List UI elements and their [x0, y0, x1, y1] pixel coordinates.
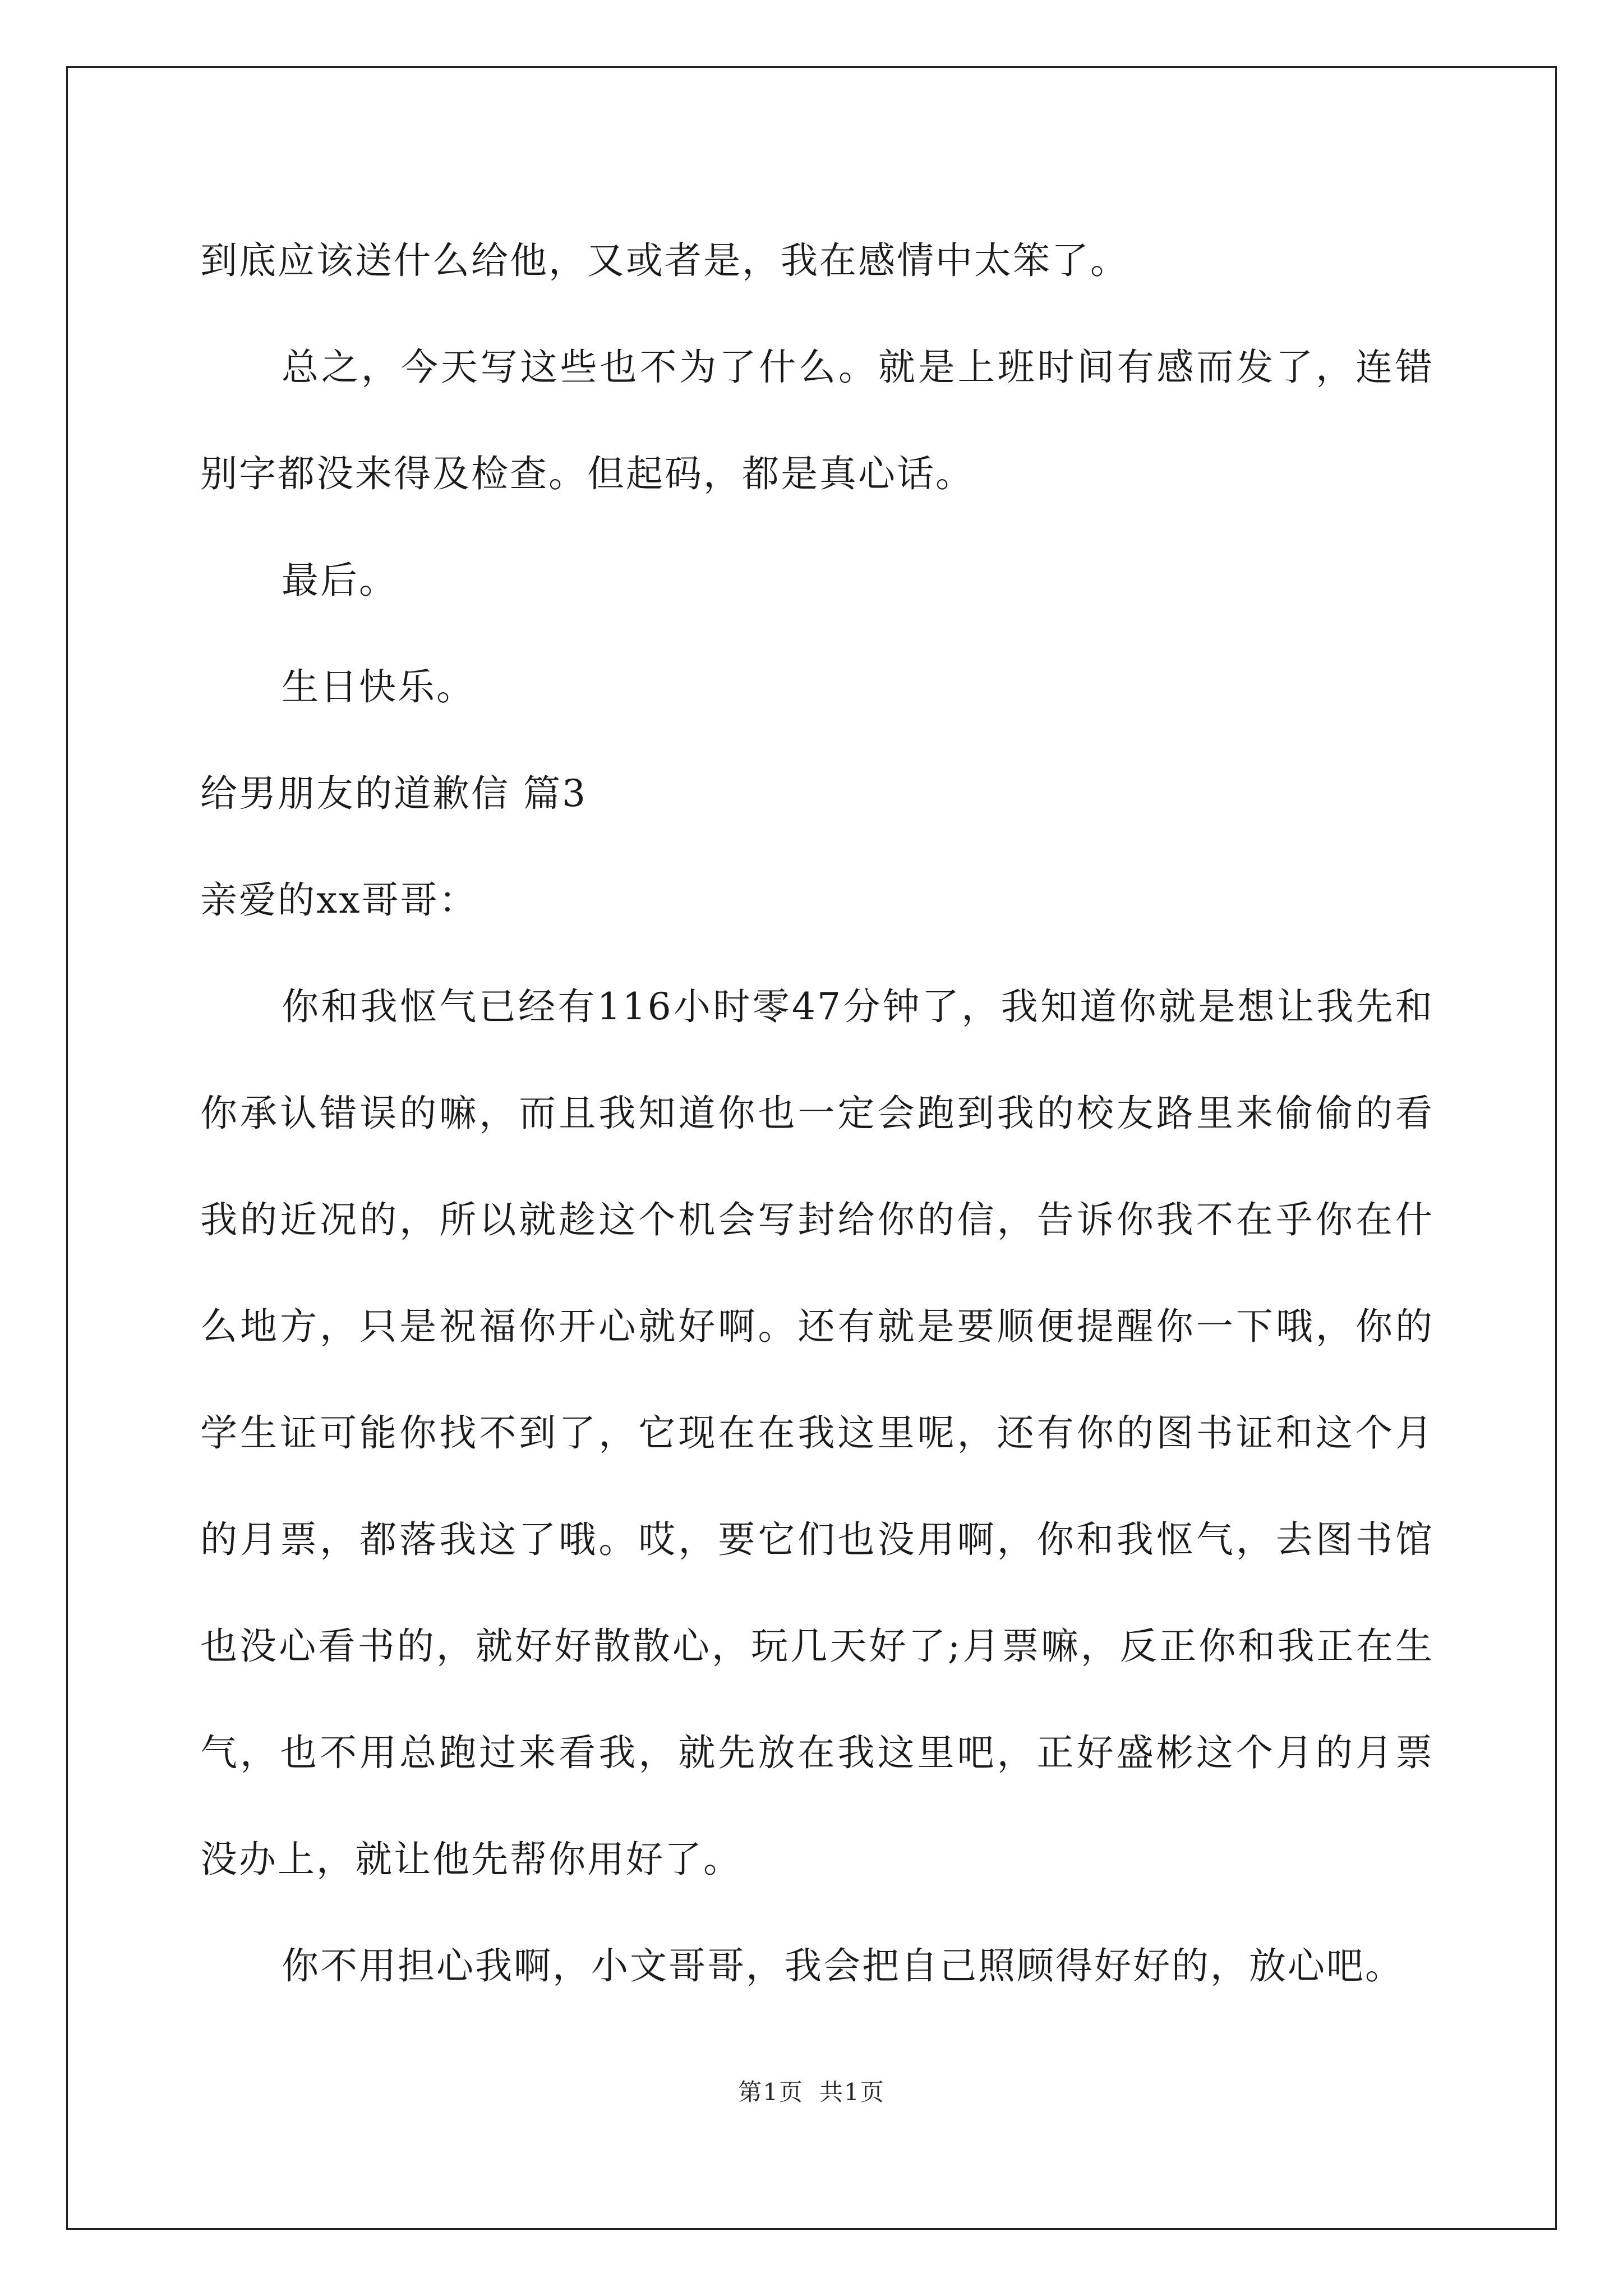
- paragraph: 你和我怄气已经有116小时零47分钟了，我知道你就是想让我先和你承认错误的嘛，而且我知道你也一定会跑到我的校友路里来偷偷的看我的近况的，所以就趁这个机会写封给你的信，告诉你我不在乎你在什么地方，只是祝福你开心就好啊。还有就是要顺便提醒你一下哦，你的学生证可能你找不到了，它现在在我这里呢，还有你的图书证和这个月的月票，都落我这了哦。哎，要它们也没用啊，你和我怄气，去图书馆也没心看书的，就好好散散心，玩几天好了;月票嘛，反正你和我正在生气，也不用总跑过来看我，就先放在我这里吧，正好盛彬这个月的月票没办上，就让他先帮你用好了。: [200, 985, 1434, 1881]
- paragraph: 生日快乐。: [282, 665, 475, 708]
- page-total: 共1页: [819, 2078, 885, 2106]
- paragraph: 总之，今天写这些也不为了什么。就是上班时间有感而发了，连错别字都没来得及检查。但起码，都是真心话。: [200, 346, 1434, 495]
- section-heading: 给男朋友的道歉信 篇3: [200, 772, 587, 815]
- letter-salutation: 亲爱的xx哥哥：: [200, 878, 478, 922]
- page-number: 第1页: [738, 2078, 804, 2106]
- paragraph: 最后。: [282, 559, 398, 602]
- paragraph: 你不用担心我啊，小文哥哥，我会把自己照顾得好好的，放心吧。: [282, 1944, 1404, 1987]
- document-body: [200, 208, 1434, 2019]
- paragraph: 到底应该送什么给他，又或者是，我在感情中太笨了。: [200, 239, 1129, 282]
- page-footer: [0, 2076, 1623, 2109]
